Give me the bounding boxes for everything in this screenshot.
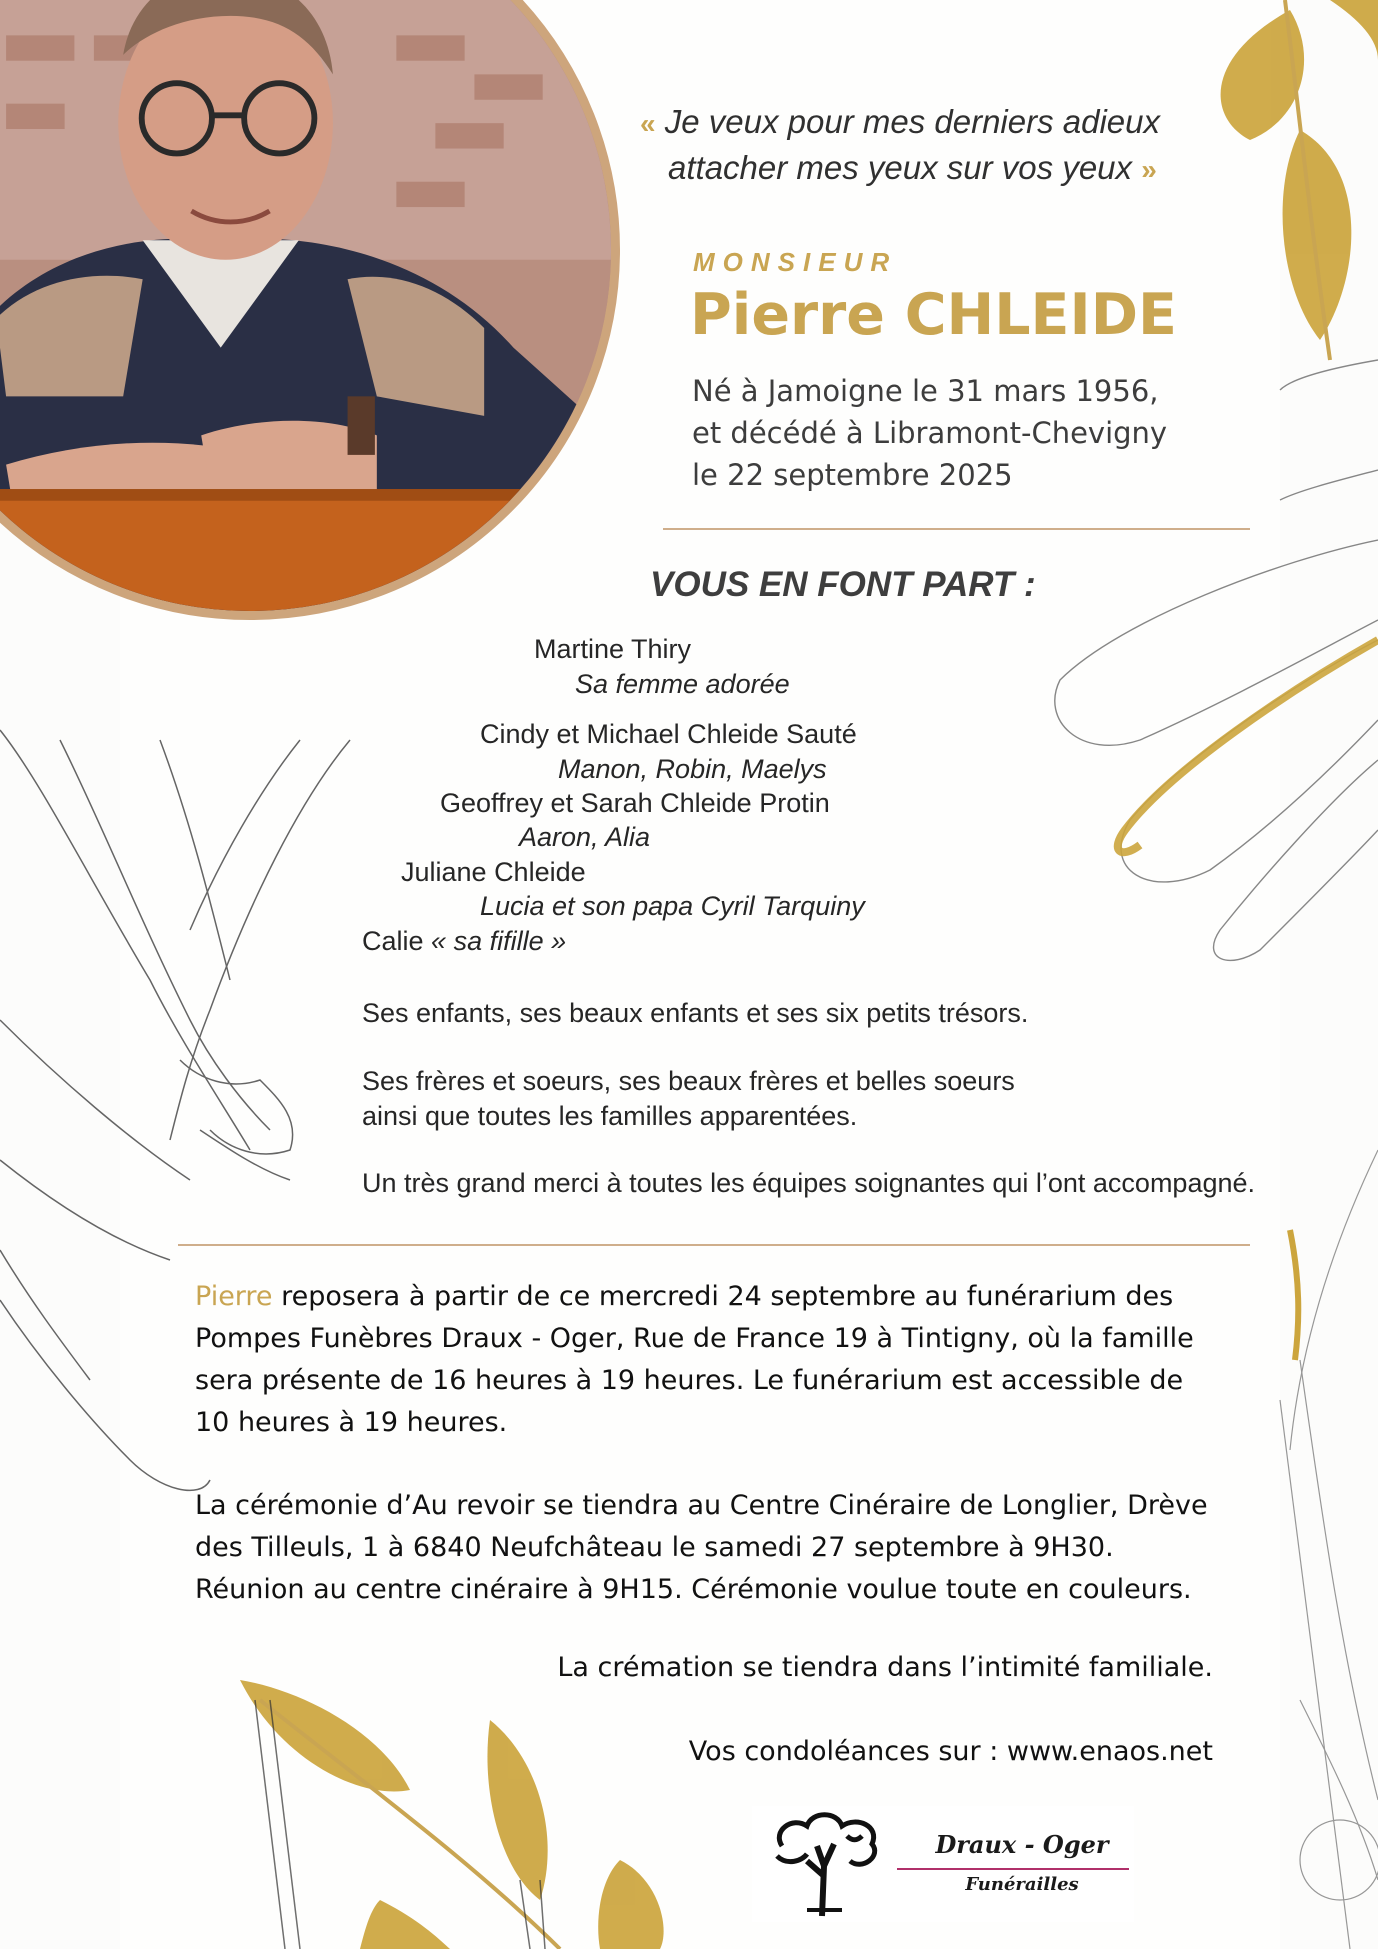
- logo-subtitle: Funérailles: [965, 1874, 1079, 1895]
- paragraph-siblings: [362, 1064, 1015, 1134]
- calie-name: Calie: [362, 926, 424, 956]
- logo-name: Draux - Oger: [935, 1830, 1109, 1859]
- ceremony-line-2: des Tilleuls, 1 à 6840 Neufchâteau le samedi 27 septembre à 9H30.: [195, 1532, 1114, 1563]
- announcement-heading: VOUS EN FONT PART :: [650, 565, 1036, 604]
- visitation-line-2: Pompes Funèbres Draux - Oger, Rue de France 19 à Tintigny, où la famille: [195, 1323, 1194, 1354]
- ceremony-line-3: Réunion au centre cinéraire à 9H15. Cérémonie voulue toute en couleurs.: [195, 1574, 1192, 1605]
- quote-line-1: Je veux pour mes derniers adieux: [664, 103, 1161, 140]
- family-name-3: Geoffrey et Sarah Chleide Protin: [440, 788, 830, 818]
- funeral-home-logo: [752, 1806, 1134, 1922]
- visitation-line-1: [195, 1276, 1245, 1318]
- family-relation-4: Lucia et son papa Cyril Tarquiny: [480, 891, 865, 921]
- quote-open-mark: «: [640, 108, 656, 139]
- calie-note: « sa fifille »: [431, 926, 567, 956]
- quote-line-2: attacher mes yeux sur vos yeux: [668, 149, 1133, 186]
- family-relation-1: Sa femme adorée: [575, 669, 790, 699]
- death-date-line: le 22 septembre 2025: [692, 458, 1013, 492]
- ceremony-details: [195, 1485, 1245, 1611]
- visitation-line-4: 10 heures à 19 heures.: [195, 1407, 508, 1438]
- family-relation-3: Aaron, Alia: [519, 822, 651, 852]
- family-relation-2: Manon, Robin, Maelys: [558, 754, 827, 784]
- deceased-name: Pierre CHLEIDE: [690, 282, 1177, 348]
- death-line: et décédé à Libramont-Chevigny: [692, 416, 1168, 450]
- family-name-1: Martine Thiry: [534, 634, 692, 664]
- paragraph-children: Ses enfants, ses beaux enfants et ses six petits trésors.: [362, 998, 1029, 1028]
- highlight-name: Pierre: [195, 1281, 273, 1312]
- paragraph-thanks: Un très grand merci à toutes les équipes soignantes qui l’ont accompagné.: [362, 1168, 1256, 1198]
- condolences-link[interactable]: Vos condoléances sur : www.enaos.net: [688, 1736, 1213, 1767]
- logo-divider: [897, 1868, 1129, 1870]
- family-name-5: [362, 926, 566, 957]
- ceremony-line-1: La cérémonie d’Au revoir se tiendra au Centre Cinéraire de Longlier, Drève: [195, 1490, 1208, 1521]
- visitation-line-3: sera présente de 16 heures à 19 heures. Le funérarium est accessible de: [195, 1365, 1184, 1396]
- visitation-line-1-rest: reposera à partir de ce mercredi 24 septembre au funérarium des: [272, 1281, 1174, 1312]
- paragraph-siblings-line-1: Ses frères et soeurs, ses beaux frères et belles soeurs: [362, 1066, 1015, 1096]
- deceased-bio: [692, 370, 1252, 496]
- family-name-4: Juliane Chleide: [401, 857, 586, 887]
- tree-icon: [762, 1806, 892, 1922]
- quote-close-mark: »: [1141, 154, 1157, 185]
- divider-top: [663, 528, 1250, 530]
- visitation-details: [195, 1276, 1245, 1444]
- salutation: MONSIEUR: [693, 247, 898, 277]
- family-name-2: Cindy et Michael Chleide Sauté: [480, 719, 857, 749]
- paragraph-siblings-line-2: ainsi que toutes les familles apparentées.: [362, 1101, 858, 1131]
- birth-line: Né à Jamoigne le 31 mars 1956,: [692, 374, 1159, 408]
- farewell-quote: [640, 100, 1200, 192]
- cremation-note: La crémation se tiendra dans l’intimité familiale.: [557, 1652, 1213, 1683]
- divider-bottom: [178, 1244, 1250, 1246]
